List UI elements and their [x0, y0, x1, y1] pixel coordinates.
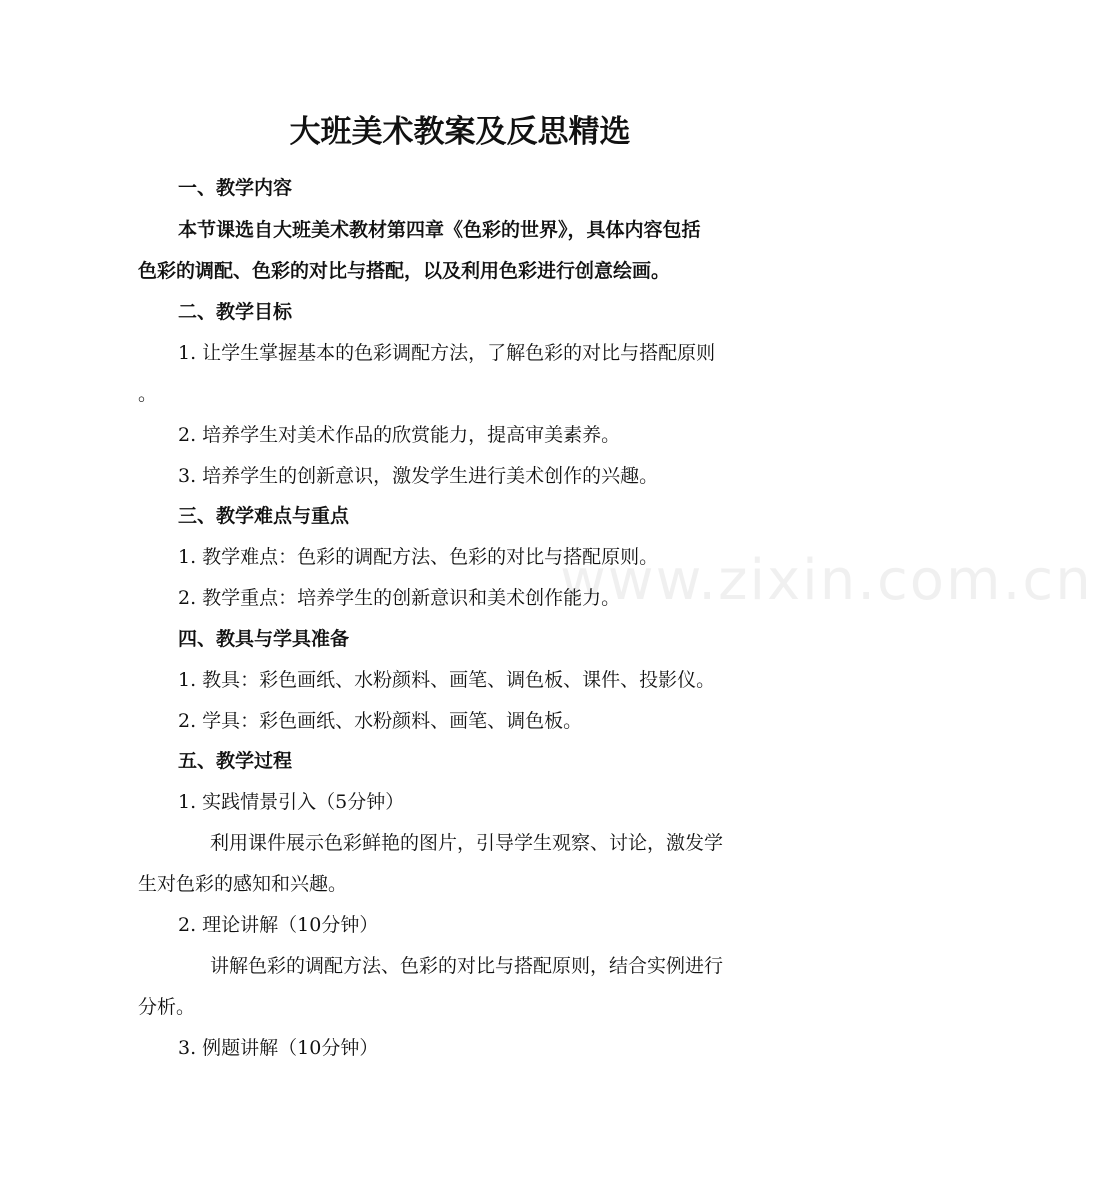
list-item: 3. 培养学生的创新意识，激发学生进行美术创作的兴趣。	[178, 465, 659, 487]
list-item: 1. 让学生掌握基本的色彩调配方法，了解色彩的对比与搭配原则	[178, 342, 716, 364]
list-item: 1. 教具：彩色画纸、水粉颜料、画笔、调色板、课件、投影仪。	[178, 669, 716, 691]
document-title: 大班美术教案及反思精选	[289, 114, 631, 150]
paragraph-line: 利用课件展示色彩鲜艳的图片，引导学生观察、讨论，激发学	[210, 832, 724, 854]
list-item: 3. 例题讲解（10分钟）	[178, 1037, 379, 1059]
list-item: 2. 教学重点：培养学生的创新意识和美术创作能力。	[178, 587, 621, 609]
list-item: 1. 实践情景引入（5分钟）	[178, 791, 405, 813]
paragraph-line: 本节课选自大班美术教材第四章《色彩的世界》，具体内容包括	[178, 219, 701, 241]
section-heading-2: 二、教学目标	[178, 301, 293, 323]
paragraph-line: 色彩的调配、色彩的对比与搭配，以及利用色彩进行创意绘画。	[138, 260, 671, 282]
list-item: 1. 教学难点：色彩的调配方法、色彩的对比与搭配原则。	[178, 546, 659, 568]
list-item-continuation: 。	[138, 383, 158, 405]
list-item: 2. 学具：彩色画纸、水粉颜料、画笔、调色板。	[178, 710, 583, 732]
section-heading-4: 四、教具与学具准备	[178, 628, 350, 650]
list-item: 2. 理论讲解（10分钟）	[178, 914, 379, 936]
section-heading-1: 一、教学内容	[178, 177, 293, 199]
watermark: www.zixin.com.cn	[560, 548, 1093, 613]
section-heading-5: 五、教学过程	[178, 750, 293, 772]
paragraph-line: 生对色彩的感知和兴趣。	[138, 873, 348, 895]
list-item: 2. 培养学生对美术作品的欣赏能力，提高审美素养。	[178, 424, 621, 446]
section-heading-3: 三、教学难点与重点	[178, 505, 350, 527]
paragraph-line: 讲解色彩的调配方法、色彩的对比与搭配原则，结合实例进行	[210, 955, 724, 977]
paragraph-line: 分析。	[138, 996, 196, 1018]
